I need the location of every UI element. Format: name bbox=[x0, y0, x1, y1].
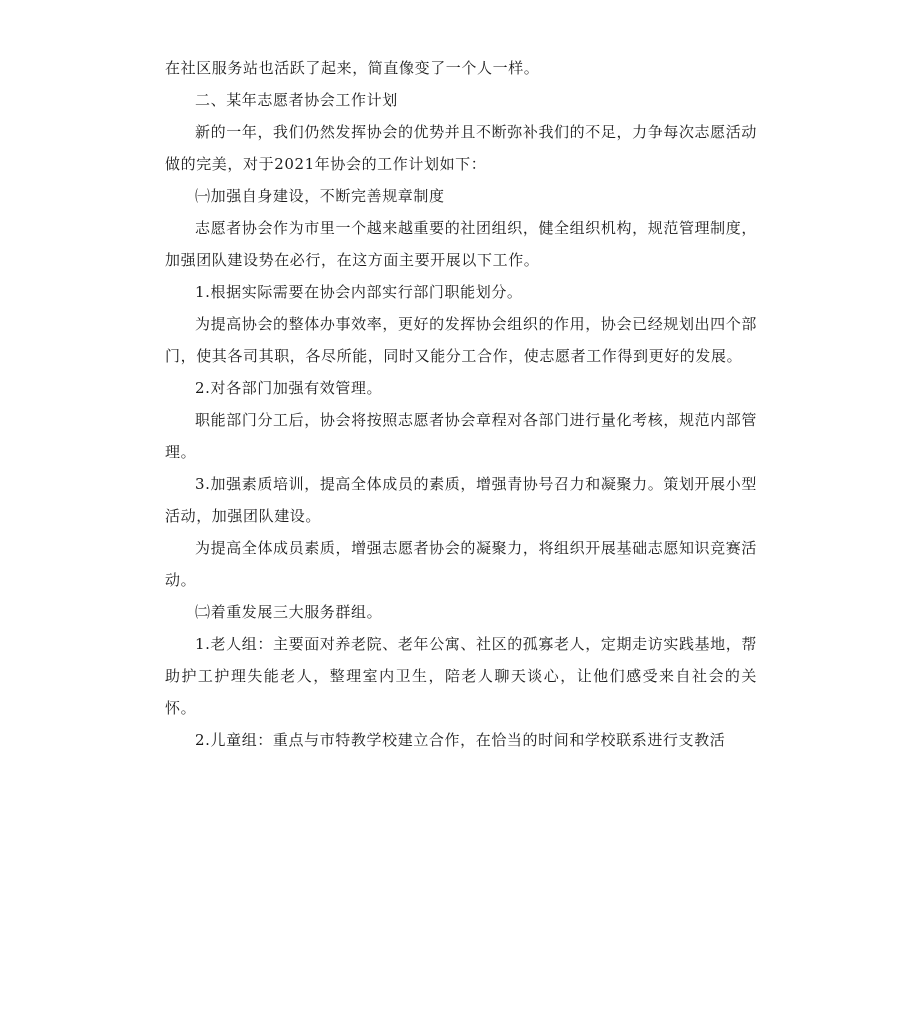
list-item-3: 3.加强素质培训，提高全体成员的素质，增强青协号召力和凝聚力。策划开展小型活动，加强团队建设。 bbox=[165, 475, 757, 525]
subheading-1: ㈠加强自身建设，不断完善规章制度 bbox=[195, 187, 445, 205]
paragraph-departments: 为提高协会的整体办事效率，更好的发挥协会组织的作用，协会已经规划出四个部门，使其各司其职，各尽所能，同时又能分工合作，使志愿者工作得到更好的发展。 bbox=[165, 315, 757, 365]
paragraph-continuation: 在社区服务站也活跃了起来，简直像变了一个人一样。 bbox=[165, 59, 540, 77]
paragraph-intro: 新的一年，我们仍然发挥协会的优势并且不断弥补我们的不足，力争每次志愿活动做的完美，对于2021年协会的工作计划如下： bbox=[165, 123, 757, 173]
list-item-elderly: 1.老人组：主要面对养老院、老年公寓、社区的孤寡老人，定期走访实践基地，帮助护工护理失能老人，整理室内卫生，陪老人聊天谈心，让他们感受来自社会的关怀。 bbox=[165, 635, 757, 717]
list-item-2: 2.对各部门加强有效管理。 bbox=[195, 379, 383, 397]
list-item-children: 2.儿童组：重点与市特教学校建立合作，在恰当的时间和学校联系进行支教活 bbox=[195, 731, 726, 749]
document-body bbox=[165, 52, 757, 756]
section-heading-2: 二、某年志愿者协会工作计划 bbox=[195, 91, 398, 109]
paragraph-training: 为提高全体成员素质，增强志愿者协会的凝聚力，将组织开展基础志愿知识竞赛活动。 bbox=[165, 539, 757, 589]
paragraph-management: 职能部门分工后，协会将按照志愿者协会章程对各部门进行量化考核，规范内部管理。 bbox=[165, 411, 757, 461]
subheading-2: ㈡着重发展三大服务群组。 bbox=[195, 603, 383, 621]
list-item-1: 1.根据实际需要在协会内部实行部门职能划分。 bbox=[195, 283, 523, 301]
paragraph-organization: 志愿者协会作为市里一个越来越重要的社团组织，健全组织机构，规范管理制度，加强团队建设势在必行，在这方面主要开展以下工作。 bbox=[165, 219, 757, 269]
